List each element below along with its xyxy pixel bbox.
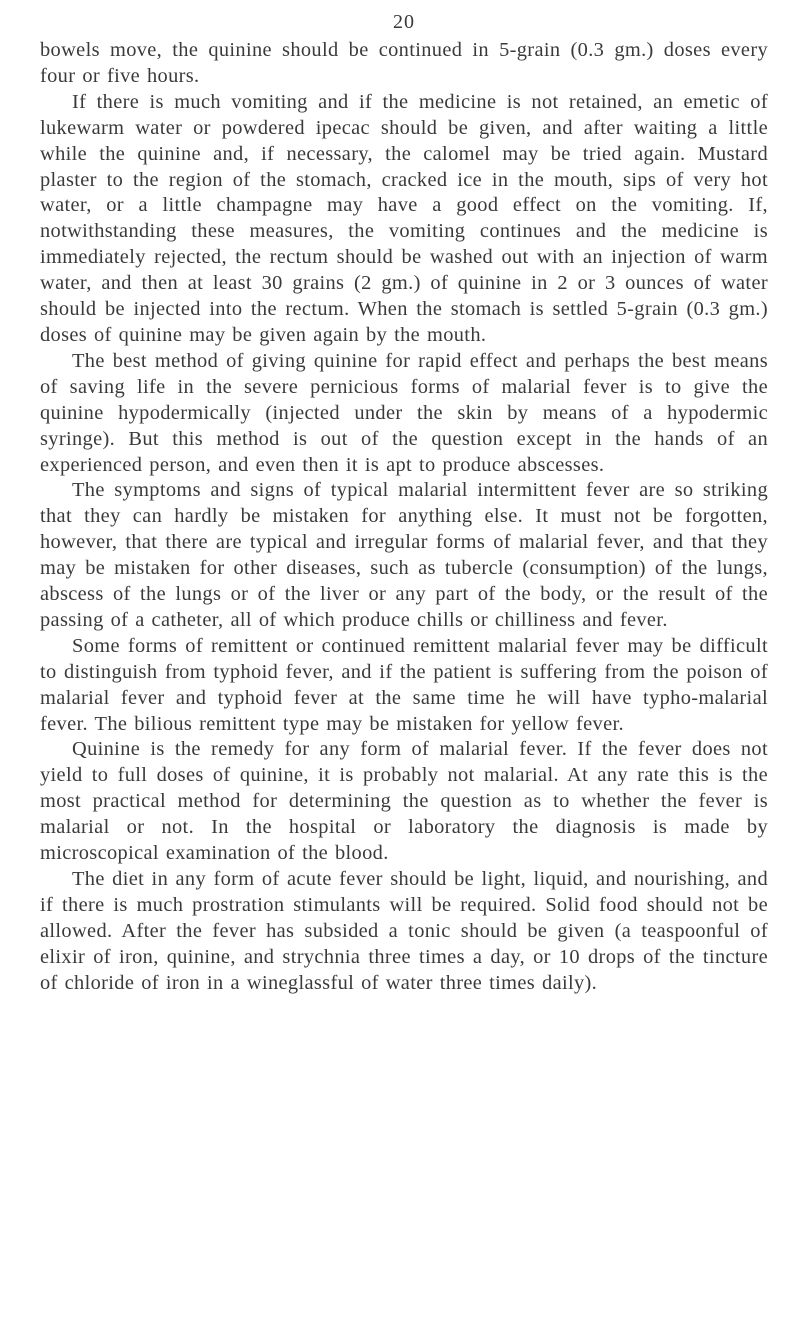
paragraph-quinine-remedy: Quinine is the remedy for any form of malarial fever. If the fever does not yield to full doses of quinine, it is probably not malarial. At any rate this is the most practical method for determining the question as to whether the fever is malarial or not. In the hospital or laboratory the diagnosis is made by microscopical examination of the blood.	[40, 738, 768, 865]
paragraph-remittent-forms: Some forms of remittent or continued remittent malarial fever may be difficult to distinguish from typhoid fever, and if the patient is suffering from the poison of malarial fever and typhoid fever at the same time he will have typho-malarial fever. The bilious remittent type may be mistaken for yellow fever.	[40, 634, 768, 735]
paragraph-diet: The diet in any form of acute fever should be light, liquid, and nourishing, and if there is much prostration stimulants will be required. Solid food should not be allowed. After the fever has subsided a tonic should be given (a teaspoonful of elixir of iron, quinine, and strychnia three times a day, or 10 drops of the tincture of chloride of iron in a wineglassful of water three times daily).	[40, 868, 768, 994]
paragraph-hypodermic-method: The best method of giving quinine for rapid effect and perhaps the best means of saving life in the severe pernicious forms of malarial fever is to give the quinine hypodermically (injected under the skin by means of a hypodermic syringe). But this method is out of the question except in the hands of an experienced person, and even then it is apt to produce abscesses.	[40, 349, 768, 476]
paragraph-continuation: bowels move, the quinine should be continued in 5-grain (0.3 gm.) doses every four or five hours.	[40, 39, 768, 87]
paragraph-symptoms-diagnosis: The symptoms and signs of typical malarial intermittent fever are so striking that they can hardly be mistaken for anything else. It must not be forgotten, however, that there are typical and irregular forms of malarial fever, and that they may be mistaken for other diseases, such as tubercle (consumption) of the lungs, abscess of the lungs or of the liver or any part of the body, or the result of the passing of a catheter, all of which produce chills or chilliness and fever.	[40, 479, 768, 631]
page-number: 20	[393, 11, 415, 33]
paragraph-vomiting-treatment: If there is much vomiting and if the medicine is not retained, an emetic of lukewarm water or powdered ipecac should be given, and after waiting a little while the quinine and, if necessary, the calomel may be tried again. Mustard plaster to the region of the stomach, cracked ice in the mouth, sips of very hot water, or a little champagne may have a good effect on the vomiting. If, notwithstanding these measures, the vomiting continues and the medicine is immediately rejected, the rectum should be washed out with an injection of warm water, and then at least 30 grains (2 gm.) of quinine in 2 or 3 ounces of water should be injected into the rectum. When the stomach is settled 5-grain (0.3 gm.) doses of quinine may be given again by the mouth.	[40, 90, 768, 346]
page-body	[40, 38, 768, 997]
